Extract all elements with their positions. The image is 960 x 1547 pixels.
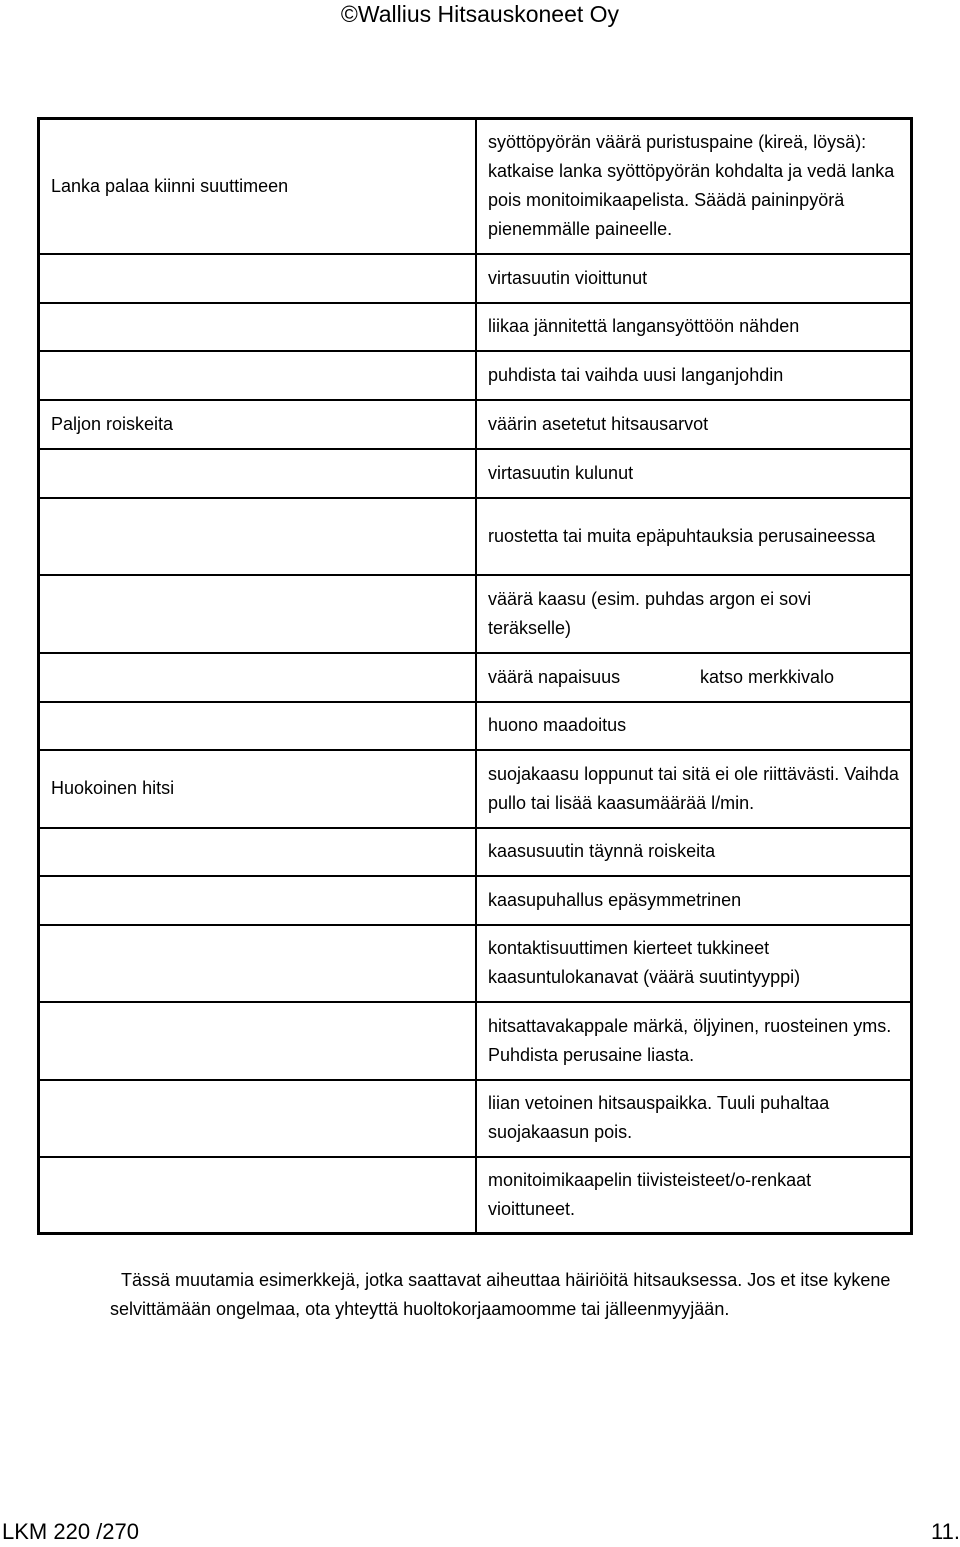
table-row bbox=[39, 449, 912, 498]
table-row bbox=[39, 1002, 912, 1080]
cause-cell: kaasupuhallus epäsymmetrinen bbox=[476, 876, 912, 925]
problem-cell bbox=[39, 449, 477, 498]
cause-cell: väärä kaasu (esim. puhdas argon ei sovi teräkselle) bbox=[476, 575, 912, 653]
table-row bbox=[39, 498, 912, 575]
page-number: 11. bbox=[931, 1519, 960, 1544]
cause-cell: suojakaasu loppunut tai sitä ei ole riittävästi. Vaihda pullo tai lisää kaasumäärää l/min. bbox=[476, 750, 912, 828]
problem-cell bbox=[39, 303, 477, 351]
problem-cell bbox=[39, 925, 477, 1002]
table-row bbox=[39, 1157, 912, 1234]
table-row bbox=[39, 254, 912, 303]
table-row bbox=[39, 1080, 912, 1157]
problem-cell bbox=[39, 498, 477, 575]
cause-text: väärä napaisuus bbox=[488, 666, 621, 687]
cause-cell: monitoimikaapelin tiivisteisteet/o-renkaat vioittuneet. bbox=[476, 1157, 912, 1234]
cause-cell: kaasusuutin täynnä roiskeita bbox=[476, 828, 912, 876]
table-row bbox=[39, 750, 912, 828]
problem-cell bbox=[39, 702, 477, 750]
cause-cell: liian vetoinen hitsauspaikka. Tuuli puhaltaa suojakaasun pois. bbox=[476, 1080, 912, 1157]
table-row bbox=[39, 351, 912, 400]
model-label: LKM 220 /270 bbox=[2, 1519, 139, 1544]
problem-cell bbox=[39, 653, 477, 702]
problem-cell bbox=[39, 828, 477, 876]
cause-cell: ruostetta tai muita epäpuhtauksia perusaineessa bbox=[476, 498, 912, 575]
cause-cell: syöttöpyörän väärä puristuspaine (kireä, löysä): katkaise lanka syöttöpyörän kohdalta ja vedä lanka pois monitoimikaapelista. Säädä paininpyörä pienemmälle paineelle. bbox=[476, 119, 912, 254]
page-header: ©Wallius Hitsauskoneet Oy bbox=[340, 1, 620, 27]
cause-cell bbox=[476, 653, 912, 702]
table-row bbox=[39, 303, 912, 351]
cause-extra-text: katso merkkivalo bbox=[700, 666, 835, 687]
problem-cell bbox=[39, 351, 477, 400]
problem-cell bbox=[39, 1080, 477, 1157]
problem-cell bbox=[39, 575, 477, 653]
table-row bbox=[39, 653, 912, 702]
cause-cell: hitsattavakappale märkä, öljyinen, ruosteinen yms. Puhdista perusaine liasta. bbox=[476, 1002, 912, 1080]
problem-cell bbox=[39, 254, 477, 303]
table-row bbox=[39, 575, 912, 653]
cause-cell: liikaa jännitettä langansyöttöön nähden bbox=[476, 303, 912, 351]
problem-cell: Huokoinen hitsi bbox=[39, 750, 477, 828]
cause-cell: virtasuutin kulunut bbox=[476, 449, 912, 498]
problem-cell: Paljon roiskeita bbox=[39, 400, 477, 449]
cause-cell: virtasuutin vioittunut bbox=[476, 254, 912, 303]
problem-cell bbox=[39, 1002, 477, 1080]
troubleshooting-table bbox=[37, 117, 913, 1235]
table-row bbox=[39, 119, 912, 254]
cause-cell: puhdista tai vaihda uusi langanjohdin bbox=[476, 351, 912, 400]
table-row bbox=[39, 925, 912, 1002]
table-row bbox=[39, 828, 912, 876]
problem-cell bbox=[39, 1157, 477, 1234]
table-row bbox=[39, 702, 912, 750]
table-row bbox=[39, 400, 912, 449]
table-row bbox=[39, 876, 912, 925]
closing-note: Tässä muutamia esimerkkejä, jotka saattavat aiheuttaa häiriöitä hitsauksessa. Jos et itse kykene selvittämään ongelmaa, ota yhteyttä huoltokorjaamoomme tai jälleenmyyjään. bbox=[110, 1270, 891, 1319]
problem-cell: Lanka palaa kiinni suuttimeen bbox=[39, 119, 477, 254]
cause-cell: kontaktisuuttimen kierteet tukkineet kaasuntulokanavat (väärä suutintyyppi) bbox=[476, 925, 912, 1002]
cause-cell: väärin asetetut hitsausarvot bbox=[476, 400, 912, 449]
problem-cell bbox=[39, 876, 477, 925]
cause-cell: huono maadoitus bbox=[476, 702, 912, 750]
